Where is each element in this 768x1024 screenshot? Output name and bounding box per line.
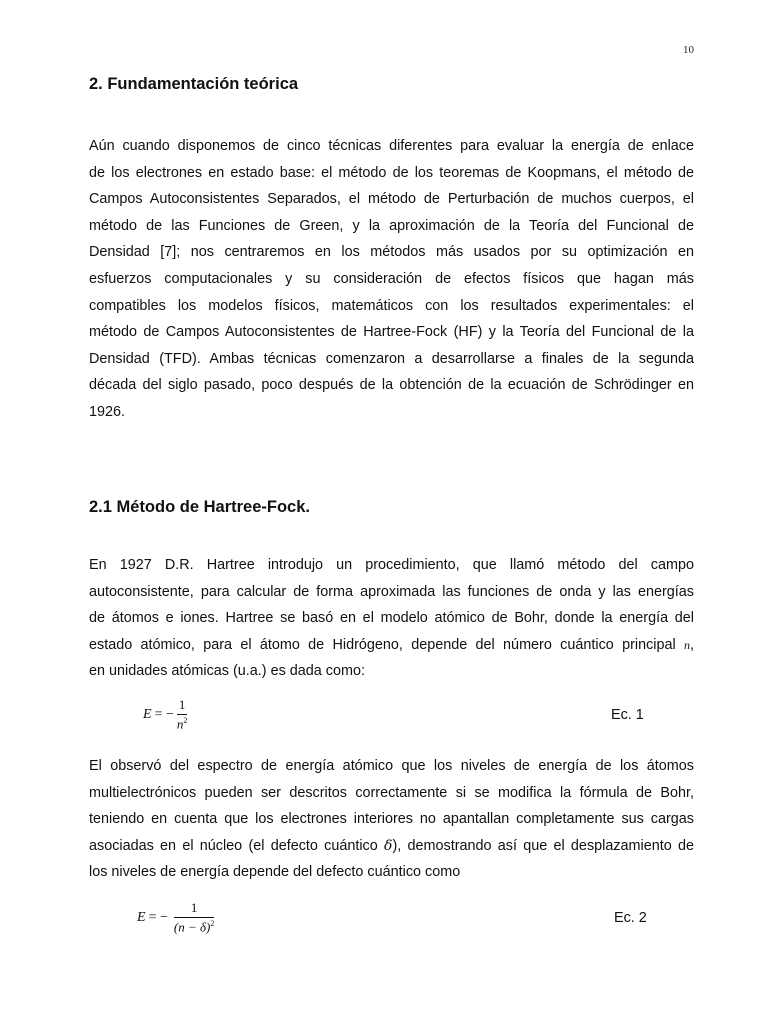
subsection-heading: 2.1 Método de Hartree-Fock. [89,498,310,516]
paragraph-line: En 1927 D.R. Hartree introdujo un procedimiento, que llamó método del campo [89,557,694,573]
variable-n: n [684,637,691,652]
paragraph-line: esfuerzos computacionales y su consideración de efectos físicos que hagan más [89,270,694,287]
paragraph-line: El observó del espectro de energía atómico que los niveles de energía de los átomos [89,758,694,774]
equation-operator: = − [148,909,168,925]
denominator-base: (n − δ) [173,919,211,935]
page-number: 10 [683,44,694,56]
paragraph-line: método de Campos Autoconsistentes de Hartree-Fock (HF) y la Teoría del Funcional de la [89,324,694,341]
line-end: ), demostrando así que el desplazamiento de [392,837,694,854]
equation-1-label: Ec. 1 [611,707,644,723]
line-start: asociadas en el núcleo (el defecto cuántico [89,837,385,854]
equation-numerator: 1 [190,900,198,915]
paragraph-line: de los electrones en estado base: el método de los teoremas de Koopmans, el método de [89,164,694,181]
section-heading: 2. Fundamentación teórica [89,75,299,93]
equation-2-label: Ec. 2 [614,910,647,926]
paragraph-line: Campos Autoconsistentes Separados, el método de Perturbación de muchos cuerpos, el [89,191,694,208]
subsection-paragraph-2 [89,753,694,886]
paragraph-line: autoconsistente, para calcular de forma aproximada las funciones de onda y las energías [89,583,694,600]
paragraph-line-with-variable [89,632,694,659]
delta-symbol: δ [384,837,393,854]
subsection-paragraph-1 [89,552,694,685]
paragraph-line: los niveles de energía depende del defecto cuántico como [89,864,461,881]
paragraph-line: en unidades atómicas (u.a.) es dada como: [89,663,365,680]
paragraph-line: compatibles los modelos físicos, matemáticos con los resultados experimentales: el [89,297,694,314]
equation-lhs: E [137,909,146,925]
denominator-base: n [176,716,184,732]
paragraph-line: 1926. [89,403,126,420]
equation-lhs: E [143,706,152,722]
equation-1 [143,697,187,732]
paragraph-line: multielectrónicos pueden ser descritos correctamente si se modifica la fórmula de Bohr, [89,784,694,801]
paragraph-line: Densidad [7]; nos centraremos en los métodos más usados por su optimización en [89,244,694,261]
paragraph-line-with-symbol [89,833,694,860]
equation-denominator [177,715,188,732]
paragraph-line: Aún cuando disponemos de cinco técnicas diferentes para evaluar la energía de enlace [89,138,694,154]
denominator-exponent: 2 [210,919,215,928]
denominator-exponent: 2 [183,716,188,725]
paragraph-line: método de las Funciones de Green, y la aproximación de la Teoría del Funcional de [89,217,694,234]
line-end: , [690,636,695,653]
section-paragraph [89,133,694,426]
equation-2 [137,900,214,935]
equation-fraction [177,697,188,732]
paragraph-line: teniendo en cuenta que los electrones interiores no apantallan completamente sus cargas [89,811,694,828]
equation-operator: = − [154,706,174,722]
paragraph-line: Densidad (TFD). Ambas técnicas comenzaron a desarrollarse a finales de la segunda [89,350,694,367]
paragraph-line: década del siglo pasado, poco después de la obtención de la ecuación de Schrödinger en [89,377,694,394]
equation-denominator [174,918,214,935]
paragraph-line: de átomos e iones. Hartree se basó en el modelo atómico de Bohr, donde la energía del [89,610,694,627]
equation-fraction [174,900,214,935]
equation-numerator: 1 [178,697,186,712]
line-text: estado atómico, para el átomo de Hidrógeno, depende del número cuántico principal [89,636,676,653]
